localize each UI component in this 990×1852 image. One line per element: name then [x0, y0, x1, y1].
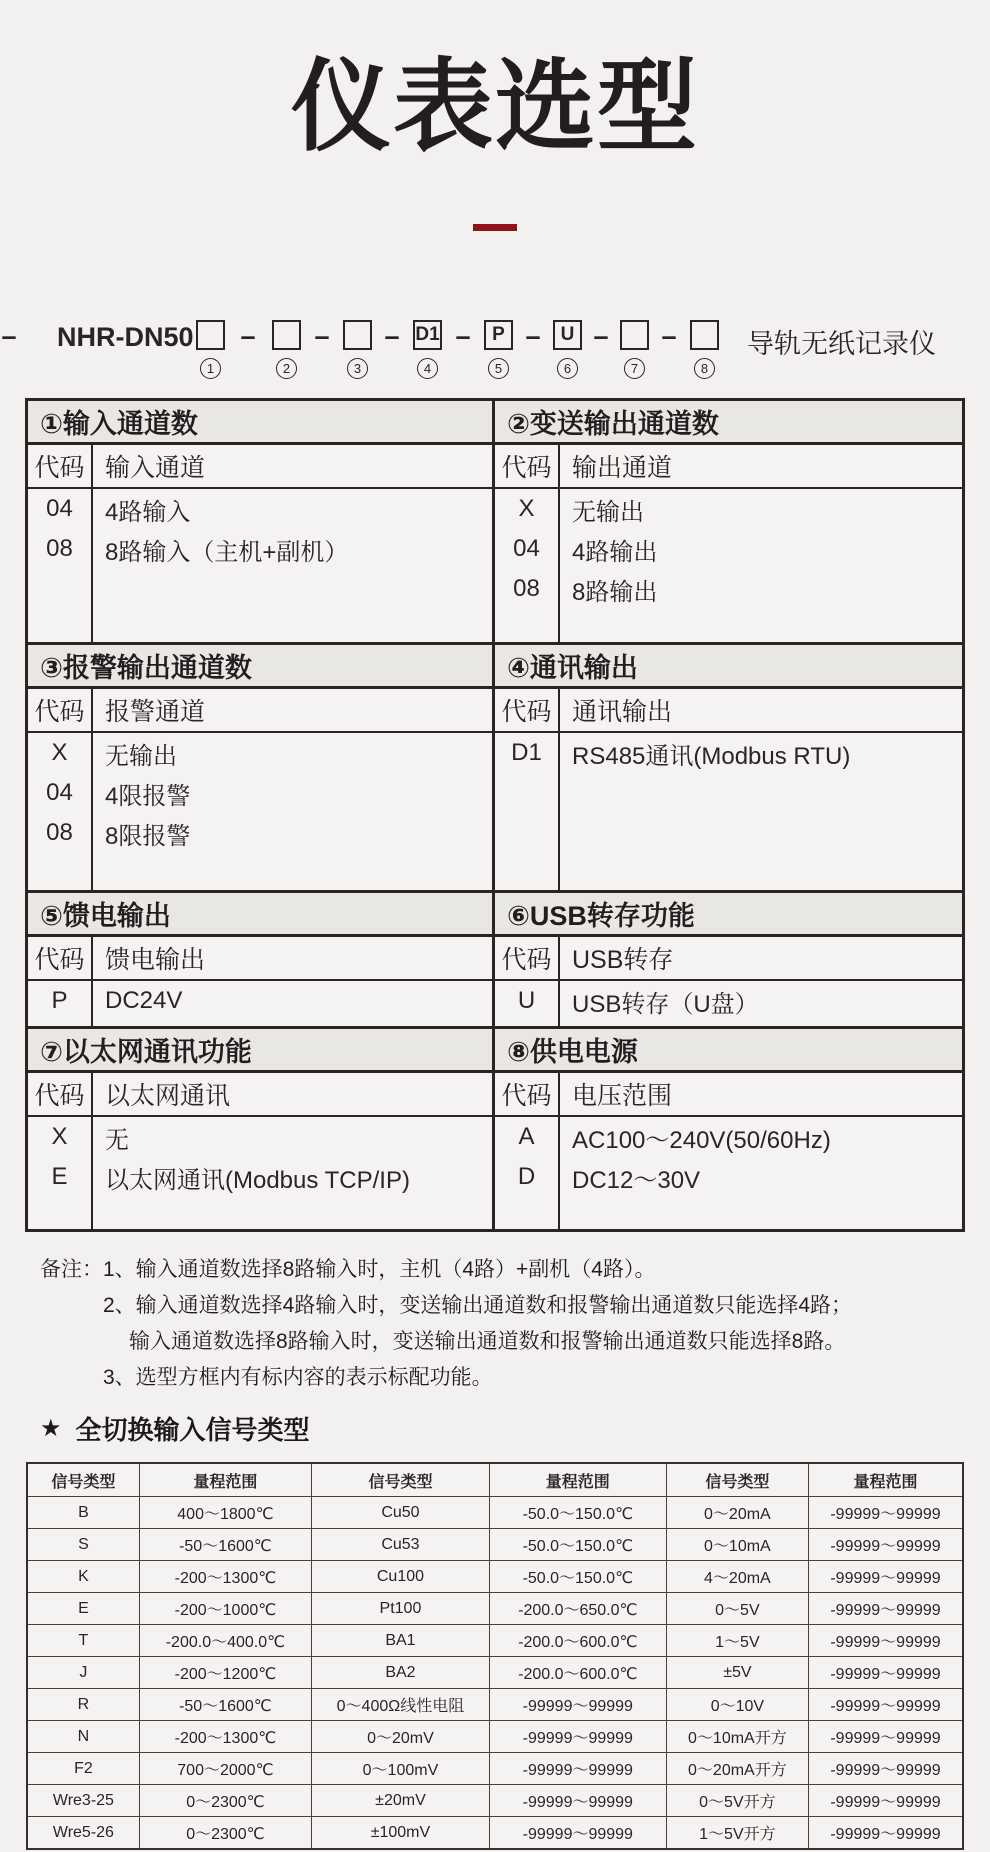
section-transmit-output-channels [495, 401, 962, 645]
desc-column-header: USB转存 [572, 946, 674, 974]
signal-type-cell: ±5V [666, 1657, 808, 1689]
signal-type-cell: ±20mV [312, 1785, 490, 1817]
range-cell: -99999～99999 [809, 1785, 963, 1817]
signal-type-cell: K [27, 1561, 139, 1593]
option-row [28, 813, 492, 853]
table-row [27, 1625, 963, 1657]
signal-type-cell: R [27, 1689, 139, 1721]
option-description: AC100～240V(50/60Hz) [572, 1126, 831, 1154]
signal-type-cell: E [27, 1593, 139, 1625]
section-alarm-output-channels [28, 645, 495, 893]
position-number-badge: 3 [347, 358, 368, 379]
range-cell: -200～1000℃ [139, 1593, 311, 1625]
option-row [28, 1157, 492, 1197]
range-cell: -200.0～400.0℃ [139, 1625, 311, 1657]
position-number-badge: 6 [557, 358, 578, 379]
signal-type-cell: Wre3-25 [27, 1785, 139, 1817]
range-cell: -99999～99999 [489, 1817, 666, 1850]
signal-type-cell: BA1 [312, 1625, 490, 1657]
table-row [27, 1785, 963, 1817]
desc-column-header: 输入通道 [105, 454, 206, 482]
section-power-supply [495, 1029, 962, 1229]
note-line: 3、选型方框内有标内容的表示标配功能。 [103, 1366, 493, 1389]
option-code: D1 [511, 739, 542, 766]
section-column-header [28, 1073, 492, 1117]
option-description: 无 [105, 1126, 129, 1154]
option-row [28, 489, 492, 529]
range-cell: -200.0～650.0℃ [489, 1593, 666, 1625]
option-row [495, 981, 962, 1021]
signal-table-header-cell: 量程范围 [809, 1463, 963, 1497]
table-row [27, 1593, 963, 1625]
position-number-badge: 8 [694, 358, 715, 379]
range-cell: 400～1800℃ [139, 1497, 311, 1529]
option-code: X [518, 495, 535, 522]
section-usb-transfer [495, 893, 962, 1029]
range-cell: 700～2000℃ [139, 1753, 311, 1785]
option-code: E [51, 1163, 68, 1190]
section-column-header [495, 445, 962, 489]
notes-label: 备注： [40, 1258, 103, 1281]
code-column-header: 代码 [501, 454, 552, 482]
option-code: X [51, 739, 68, 766]
signal-type-cell: 0～20mV [312, 1721, 490, 1753]
model-option-box [343, 320, 372, 350]
signal-type-cell: 0～100mV [312, 1753, 490, 1785]
table-row [27, 1817, 963, 1850]
section-ethernet-communication [28, 1029, 495, 1229]
option-description: RS485通讯(Modbus RTU) [572, 742, 851, 770]
desc-column-header: 以太网通讯 [105, 1082, 231, 1110]
notes-block [40, 1252, 960, 1396]
range-cell: -99999～99999 [489, 1689, 666, 1721]
option-row [495, 569, 962, 609]
section-title: ⑦以太网通讯功能 [28, 1029, 492, 1073]
code-column-header: 代码 [34, 698, 85, 726]
signal-type-cell: 1～5V开方 [666, 1817, 808, 1850]
option-code: U [517, 987, 536, 1014]
table-row [27, 1753, 963, 1785]
section-rows [28, 981, 492, 1021]
section-input-channels [28, 401, 495, 645]
column-divider [91, 445, 93, 642]
section-title: ①输入通道数 [28, 401, 492, 445]
section-feed-power-output [28, 893, 495, 1029]
table-row [27, 1529, 963, 1561]
range-cell: -99999～99999 [809, 1721, 963, 1753]
section-column-header [495, 1073, 962, 1117]
option-code: A [518, 1123, 535, 1150]
range-cell: -99999～99999 [809, 1753, 963, 1785]
title-accent-bar [473, 224, 517, 231]
section-column-header [28, 937, 492, 981]
model-prefix: NHR-DN50 [57, 322, 194, 352]
range-cell: -200～1300℃ [139, 1561, 311, 1593]
option-description: 4限报警 [105, 782, 191, 810]
section-rows [495, 981, 962, 1021]
signal-table-header-cell: 量程范围 [139, 1463, 311, 1497]
section-rows [28, 1117, 492, 1197]
model-option-box [272, 320, 301, 350]
option-row [28, 733, 492, 773]
section-body [28, 445, 492, 642]
option-description: USB转存（U盘） [572, 990, 759, 1018]
signal-table-heading-text: 全切换输入信号类型 [75, 1415, 310, 1445]
model-option-box [196, 320, 225, 350]
range-cell: -50.0～150.0℃ [489, 1561, 666, 1593]
option-code: D [517, 1163, 536, 1190]
section-title: ⑥USB转存功能 [495, 893, 962, 937]
model-suffix-label: 导轨无纸记录仪 [747, 329, 936, 359]
option-code: P [51, 987, 68, 1014]
section-body [495, 1073, 962, 1229]
range-cell: 0～2300℃ [139, 1817, 311, 1850]
model-option-box [620, 320, 649, 350]
model-position-numbers [0, 358, 990, 382]
signal-table-header-cell: 量程范围 [489, 1463, 666, 1497]
option-code: 04 [513, 535, 540, 562]
desc-column-header: 电压范围 [572, 1082, 673, 1110]
signal-type-cell: N [27, 1721, 139, 1753]
model-option-box: U [553, 320, 582, 350]
model-option-box: D1 [413, 320, 442, 350]
dash-separator: – [240, 321, 256, 351]
signal-table-heading [40, 1410, 310, 1447]
option-code: 04 [46, 495, 73, 522]
signal-type-cell: F2 [27, 1753, 139, 1785]
option-row [495, 733, 962, 773]
signal-type-cell: 0～20mA开方 [666, 1753, 808, 1785]
signal-type-cell: Cu53 [312, 1529, 490, 1561]
range-cell: -99999～99999 [809, 1529, 963, 1561]
section-communication-output [495, 645, 962, 893]
signal-type-cell: 0～20mA [666, 1497, 808, 1529]
section-column-header [28, 445, 492, 489]
signal-type-cell: Pt100 [312, 1593, 490, 1625]
signal-table-header-cell: 信号类型 [312, 1463, 490, 1497]
desc-column-header: 通讯输出 [572, 698, 673, 726]
signal-table-header-cell: 信号类型 [666, 1463, 808, 1497]
signal-type-cell: 0～10V [666, 1689, 808, 1721]
section-body [28, 1073, 492, 1229]
option-row [28, 1117, 492, 1157]
position-number-badge: 2 [276, 358, 297, 379]
note-line: 输入通道数选择8路输入时，变送输出通道数和报警输出通道数只能选择8路。 [129, 1330, 846, 1353]
section-column-header [495, 937, 962, 981]
column-divider [91, 937, 93, 1026]
range-cell: -99999～99999 [489, 1753, 666, 1785]
section-body [28, 937, 492, 1026]
dash-separator: – [593, 321, 609, 351]
column-divider [558, 1073, 560, 1229]
option-code: 08 [46, 819, 73, 846]
position-number-badge: 1 [200, 358, 221, 379]
selection-table [25, 398, 965, 1232]
signal-type-cell: ±100mV [312, 1817, 490, 1850]
table-row [27, 1561, 963, 1593]
code-column-header: 代码 [501, 698, 552, 726]
option-code: 08 [46, 535, 73, 562]
range-cell: -50～1600℃ [139, 1689, 311, 1721]
section-body [28, 689, 492, 890]
range-cell: -99999～99999 [809, 1817, 963, 1850]
desc-column-header: 输出通道 [572, 454, 673, 482]
range-cell: -200～1300℃ [139, 1721, 311, 1753]
option-row [495, 1157, 962, 1197]
section-title: ③报警输出通道数 [28, 645, 492, 689]
range-cell: -99999～99999 [809, 1657, 963, 1689]
dash-separator: – [455, 321, 471, 351]
column-divider [558, 689, 560, 890]
option-description: 8路输入（主机+副机） [105, 538, 349, 566]
option-row [495, 489, 962, 529]
option-row [28, 529, 492, 569]
section-rows [495, 1117, 962, 1197]
option-description: 4路输出 [572, 538, 658, 566]
range-cell: -50.0～150.0℃ [489, 1497, 666, 1529]
signal-type-cell: 1～5V [666, 1625, 808, 1657]
signal-type-cell: 0～400Ω线性电阻 [312, 1689, 490, 1721]
section-title: ②变送输出通道数 [495, 401, 962, 445]
section-body [495, 937, 962, 1026]
column-divider [558, 445, 560, 642]
option-description: DC24V [105, 987, 183, 1014]
section-title: ⑤馈电输出 [28, 893, 492, 937]
option-description: DC12～30V [572, 1166, 701, 1194]
signal-type-cell: Cu50 [312, 1497, 490, 1529]
section-rows [495, 733, 962, 773]
option-code: 08 [513, 575, 540, 602]
range-cell: -99999～99999 [489, 1721, 666, 1753]
section-title: ⑧供电电源 [495, 1029, 962, 1073]
signal-type-cell: Wre5-26 [27, 1817, 139, 1850]
signal-type-cell: 0～5V开方 [666, 1785, 808, 1817]
signal-table-header-cell: 信号类型 [27, 1463, 139, 1497]
signal-type-cell: Cu100 [312, 1561, 490, 1593]
table-row [27, 1497, 963, 1529]
dash-separator: – [384, 321, 400, 351]
option-code: X [51, 1123, 68, 1150]
option-description: 以太网通讯(Modbus TCP/IP) [105, 1166, 410, 1194]
page-title: 仪表选型 [291, 51, 699, 163]
dash-separator: – [661, 321, 677, 351]
code-column-header: 代码 [501, 946, 552, 974]
option-description: 8限报警 [105, 822, 191, 850]
signal-type-table [26, 1462, 964, 1850]
signal-type-cell: T [27, 1625, 139, 1657]
table-row [27, 1657, 963, 1689]
option-description: 无输出 [572, 498, 644, 526]
note-text: 1、输入通道数选择8路输入时，主机（4路）+副机（4路）。 [103, 1258, 656, 1281]
code-column-header: 代码 [501, 1082, 552, 1110]
section-body [495, 689, 962, 890]
model-option-box: P [484, 320, 513, 350]
note-line [40, 1252, 960, 1288]
signal-type-cell: 4～20mA [666, 1561, 808, 1593]
column-divider [91, 1073, 93, 1229]
dash-separator: – [525, 321, 541, 351]
signal-type-cell: S [27, 1529, 139, 1561]
range-cell: -200.0～600.0℃ [489, 1657, 666, 1689]
position-number-badge: 7 [624, 358, 645, 379]
option-code: 04 [46, 779, 73, 806]
column-divider [558, 937, 560, 1026]
range-cell: 0～2300℃ [139, 1785, 311, 1817]
range-cell: -99999～99999 [489, 1785, 666, 1817]
desc-column-header: 馈电输出 [105, 946, 206, 974]
table-row [27, 1689, 963, 1721]
column-divider [91, 689, 93, 890]
range-cell: -99999～99999 [809, 1561, 963, 1593]
signal-type-cell: B [27, 1497, 139, 1529]
range-cell: -200.0～600.0℃ [489, 1625, 666, 1657]
code-column-header: 代码 [34, 946, 85, 974]
signal-table-header-row [27, 1463, 963, 1497]
range-cell: -200～1200℃ [139, 1657, 311, 1689]
note-line: 2、输入通道数选择4路输入时，变送输出通道数和报警输出通道数只能选择4路； [103, 1294, 853, 1317]
section-rows [28, 489, 492, 569]
section-body [495, 445, 962, 642]
code-column-header: 代码 [34, 1082, 85, 1110]
star-icon: ★ [40, 1415, 62, 1442]
option-description: 无输出 [105, 742, 177, 770]
signal-type-cell: 0～10mA开方 [666, 1721, 808, 1753]
section-title: ④通讯输出 [495, 645, 962, 689]
signal-type-cell: 0～10mA [666, 1529, 808, 1561]
section-column-header [495, 689, 962, 733]
signal-type-cell: 0～5V [666, 1593, 808, 1625]
signal-type-cell: BA2 [312, 1657, 490, 1689]
range-cell: -50～1600℃ [139, 1529, 311, 1561]
option-row [495, 529, 962, 569]
dash-separator: – [314, 321, 330, 351]
option-description: 8路输出 [572, 578, 658, 606]
option-row [28, 773, 492, 813]
model-code-line [0, 320, 990, 359]
code-column-header: 代码 [34, 454, 85, 482]
dash-separator: – [1, 321, 17, 351]
range-cell: -99999～99999 [809, 1689, 963, 1721]
section-rows [28, 733, 492, 853]
range-cell: -50.0～150.0℃ [489, 1529, 666, 1561]
range-cell: -99999～99999 [809, 1593, 963, 1625]
section-rows [495, 489, 962, 609]
range-cell: -99999～99999 [809, 1497, 963, 1529]
position-number-badge: 5 [488, 358, 509, 379]
range-cell: -99999～99999 [809, 1625, 963, 1657]
option-row [28, 981, 492, 1021]
option-description: 4路输入 [105, 498, 191, 526]
table-row [27, 1721, 963, 1753]
signal-type-cell: J [27, 1657, 139, 1689]
desc-column-header: 报警通道 [105, 698, 206, 726]
position-number-badge: 4 [417, 358, 438, 379]
signal-table-body [27, 1497, 963, 1850]
model-option-box [690, 320, 719, 350]
section-column-header [28, 689, 492, 733]
option-row [495, 1117, 962, 1157]
